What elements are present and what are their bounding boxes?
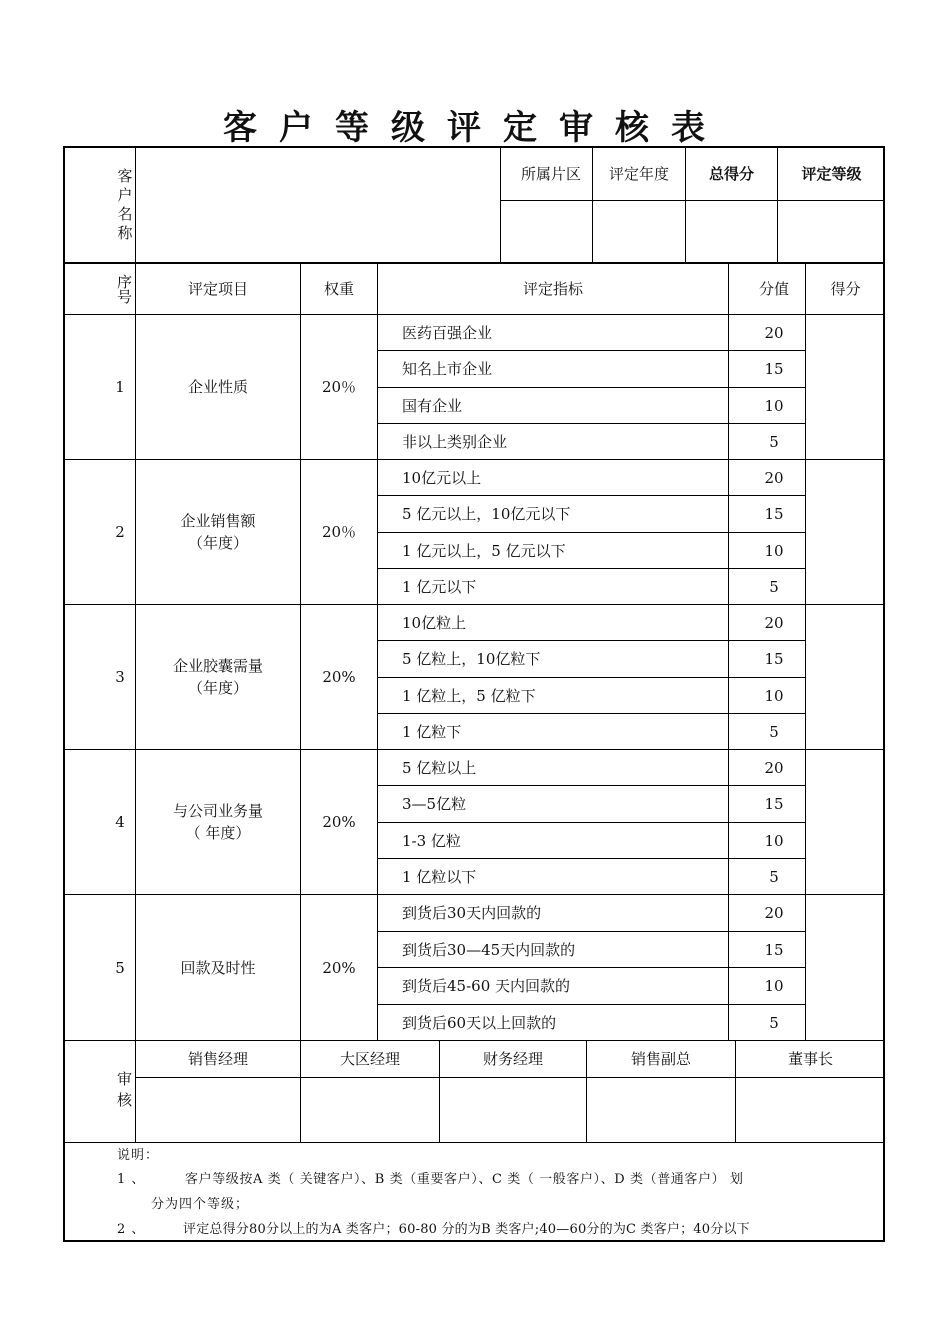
indicator-text: 5 亿元以上，10亿元以下	[402, 505, 571, 523]
indicator-points: 15	[764, 940, 784, 959]
total-score-label: 总得分	[708, 165, 754, 183]
indicator-text: 非以上类别企业	[402, 432, 508, 451]
row-weight: 20%	[322, 958, 356, 977]
signature-region-manager[interactable]	[301, 1078, 439, 1142]
indicator-text: 1-3 亿粒	[402, 831, 461, 850]
region-label-text: 所属片区	[521, 165, 582, 183]
review-role-finance-manager: 财务经理	[482, 1050, 543, 1068]
indicator-points: 10	[764, 977, 784, 995]
indicator-text: 5 亿粒上，10亿粒下	[402, 650, 541, 668]
signature-chairman[interactable]	[736, 1078, 885, 1142]
review-role-region-manager: 大区经理	[339, 1050, 400, 1068]
indicator-text: 1 亿元以下	[402, 577, 477, 596]
row-weight: 20%	[322, 813, 356, 831]
indicator-points: 20	[764, 904, 784, 922]
grade-label: 评定等级	[801, 165, 862, 183]
signature-sales-vp[interactable]	[587, 1078, 735, 1142]
col-seq	[113, 263, 135, 314]
indicator-text: 1 亿粒上，5 亿粒下	[402, 686, 536, 705]
row-seq: 2	[115, 523, 125, 541]
notes-heading: 说明：	[117, 1148, 160, 1163]
row-item	[136, 750, 300, 894]
customer-name-label	[113, 152, 135, 260]
row-seq: 5	[115, 958, 125, 977]
year-label: 评定年度	[608, 165, 669, 183]
row-item-text: 企业胶囊需量	[172, 657, 263, 675]
row-weight: 20％	[321, 378, 357, 396]
year-field[interactable]	[593, 201, 685, 262]
row-item-sub: （年度）	[187, 679, 248, 697]
indicator-text: 到货后45-60 天内回款的	[402, 977, 571, 995]
indicator-text: 1 亿元以上，5 亿元以下	[402, 541, 566, 560]
indicator-text: 1 亿粒以下	[402, 867, 477, 886]
review-role-sales-manager: 销售经理	[187, 1050, 248, 1068]
region-field[interactable]	[501, 201, 592, 262]
row-weight: 20%	[322, 668, 356, 686]
col-weight: 权重	[323, 279, 354, 298]
indicator-points: 5	[769, 432, 779, 451]
indicator-points: 5	[769, 722, 779, 741]
total-score-field[interactable]	[686, 201, 777, 262]
evaluation-table	[63, 146, 885, 1242]
indicator-points: 20	[764, 323, 784, 342]
row-item-text: 与公司业务量	[172, 802, 263, 820]
score-field[interactable]	[806, 315, 885, 459]
indicator-points: 5	[769, 867, 779, 886]
customer-name-field[interactable]	[136, 148, 500, 262]
note-2-number: 2 、	[117, 1222, 146, 1237]
score-field[interactable]	[806, 750, 885, 894]
region-label	[517, 148, 585, 200]
col-points: 分值	[758, 279, 789, 298]
indicator-text: 10亿粒上	[402, 613, 467, 632]
indicator-points: 10	[764, 686, 784, 705]
indicator-text: 5 亿粒以上	[402, 758, 477, 777]
indicator-points: 15	[764, 795, 784, 813]
indicator-text: 3—5亿粒	[402, 795, 467, 813]
indicator-text: 到货后30天内回款的	[402, 904, 542, 922]
row-item-sub: （ 年度）	[185, 824, 251, 842]
row-seq: 4	[115, 813, 125, 831]
review-role-chairman: 董事长	[787, 1050, 833, 1068]
indicator-text: 1 亿粒下	[402, 722, 462, 741]
page-title: 客户等级评定审核表	[223, 108, 727, 148]
score-field[interactable]	[806, 605, 885, 749]
indicator-points: 20	[764, 468, 784, 487]
grade-field[interactable]	[778, 201, 885, 262]
note-2-text: 评定总得分80分以上的为A 类客户；60-80 分的为B 类客户;40—60分的为C 类客户；40分以下	[183, 1222, 750, 1237]
col-indicator: 评定指标	[522, 279, 583, 298]
indicator-text: 10亿元以上	[402, 468, 482, 487]
indicator-points: 5	[769, 1013, 779, 1032]
indicator-points: 15	[764, 650, 784, 668]
note-1-text-cont: 分为四个等级；	[151, 1197, 250, 1212]
indicator-points: 15	[764, 360, 784, 378]
indicator-text: 知名上市企业	[402, 360, 493, 378]
score-field[interactable]	[806, 895, 885, 1040]
row-item	[136, 460, 300, 604]
signature-finance-manager[interactable]	[440, 1078, 586, 1142]
indicator-points: 5	[769, 577, 779, 596]
row-seq: 1	[115, 378, 125, 396]
row-item	[136, 895, 300, 1040]
review-role-sales-vp: 销售副总	[630, 1050, 691, 1068]
indicator-text: 医药百强企业	[402, 323, 493, 342]
review-label	[113, 1041, 135, 1142]
indicator-points: 20	[764, 613, 784, 632]
indicator-text: 国有企业	[402, 396, 463, 415]
col-item: 评定项目	[187, 279, 248, 298]
row-seq: 3	[115, 668, 125, 686]
row-item-sub: （年度）	[187, 534, 248, 552]
row-weight: 20％	[321, 523, 357, 541]
row-item	[136, 315, 300, 459]
row-item	[136, 605, 300, 749]
indicator-points: 10	[764, 831, 784, 850]
customer-name-label-text: 客户名称	[115, 168, 134, 244]
indicator-points: 20	[764, 758, 784, 777]
review-label-text: 审核	[115, 1070, 133, 1113]
indicator-points: 10	[764, 396, 784, 415]
col-seq-text: 序号	[115, 273, 133, 304]
col-score: 得分	[830, 279, 861, 298]
row-item-text: 回款及时性	[180, 958, 256, 977]
score-field[interactable]	[806, 460, 885, 604]
indicator-points: 15	[764, 505, 784, 523]
indicator-text: 到货后60天以上回款的	[402, 1013, 557, 1032]
row-item-text: 企业性质	[187, 378, 248, 396]
indicator-points: 10	[764, 541, 784, 560]
indicator-text: 到货后30—45天内回款的	[402, 940, 576, 959]
note-1-text: 客户等级按A 类（ 关键客户）、B 类（重要客户）、C 类（ 一般客户）、D 类（普通客户） 划	[185, 1172, 744, 1187]
row-item-text: 企业销售额	[180, 512, 256, 530]
note-1-number: 1 、	[117, 1172, 146, 1187]
signature-sales-manager[interactable]	[136, 1078, 300, 1142]
